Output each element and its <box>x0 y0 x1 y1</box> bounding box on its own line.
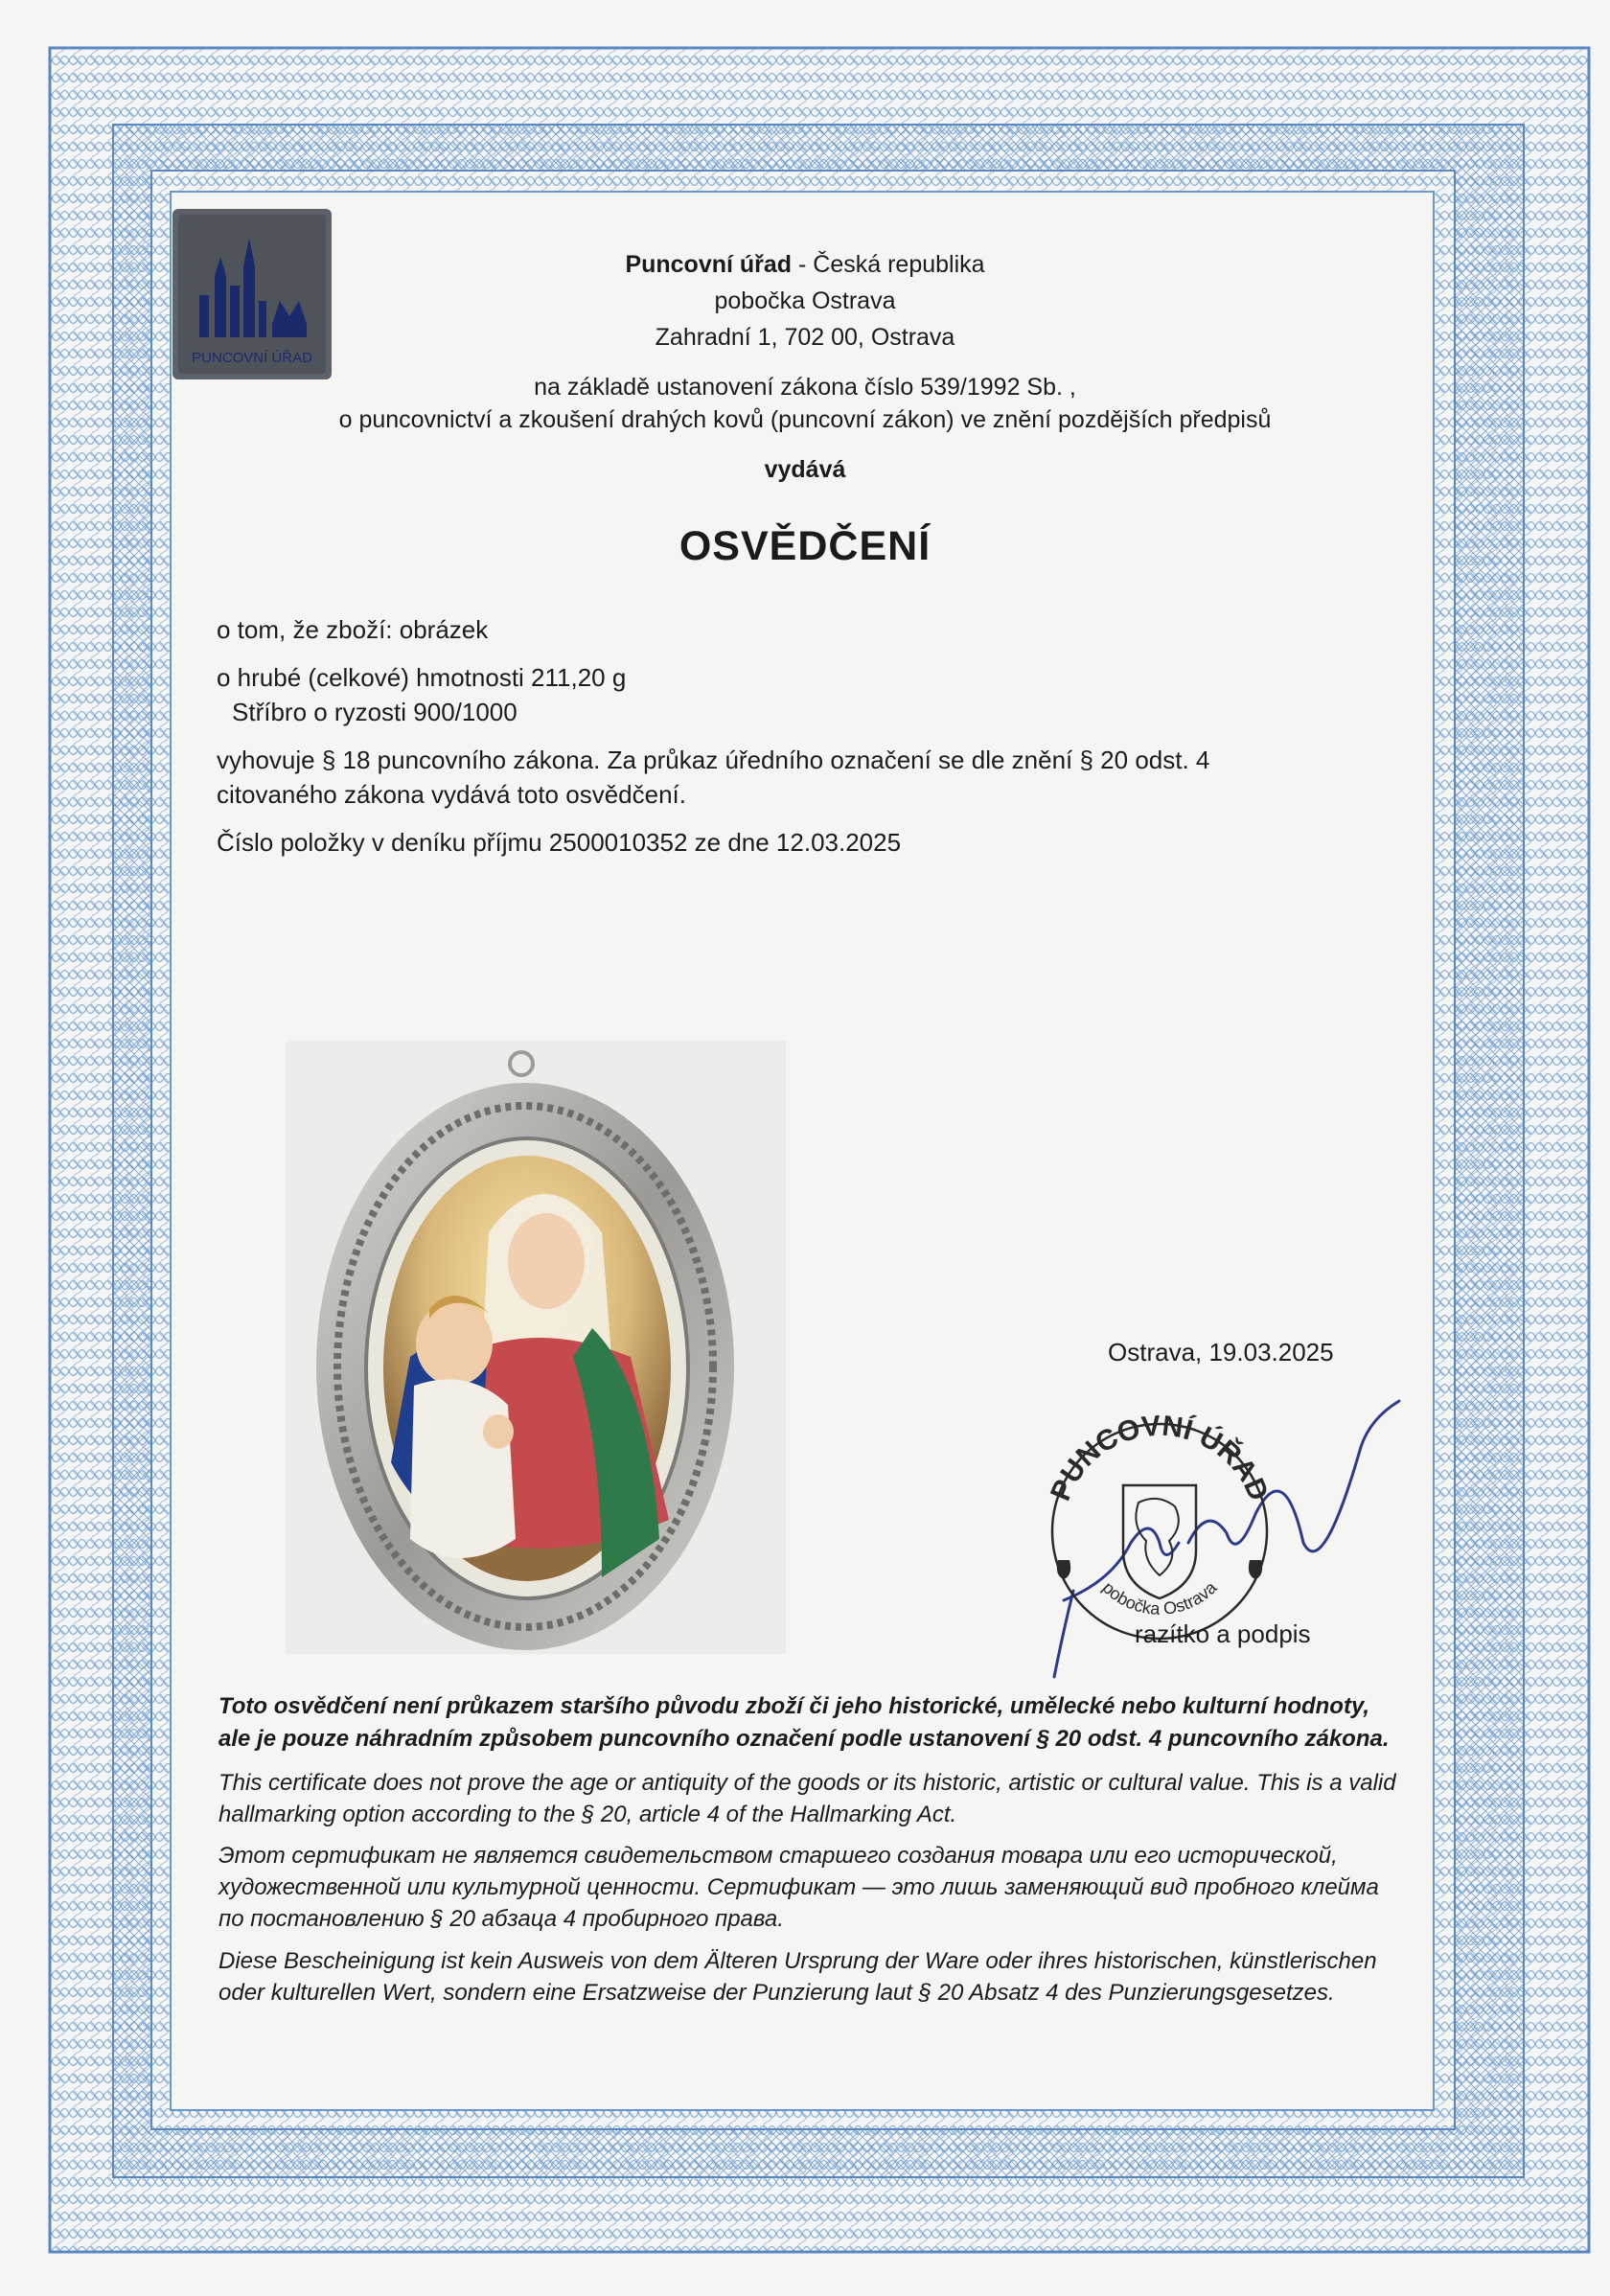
disclaimer-english: This certificate does not prove the age or antiquity of the goods or its historic, artistic or cultural value. This is a valid hallmarking option according to the § 20, article 4 of the Hallmarking Act. <box>218 1770 1396 1827</box>
disclaimer-czech: Toto osvědčení není průkazem staršího původu zboží či jeho historické, umělecké nebo kulturní hodnoty, ale je pouze náhradním způsobem puncovního označení podle ustanovení § 20 odst. 4 puncovního zákona. <box>218 1693 1390 1752</box>
law-line-2: o puncovnictví a zkoušení drahých kovů (puncovní zákon) ve znění pozdějších předpisů <box>338 406 1272 433</box>
office-name-bold: Puncovní úřad <box>625 251 793 278</box>
goods-line: o tom, že zboží: obrázek <box>217 615 489 644</box>
office-name <box>192 251 1418 279</box>
place-date: Ostrava, 19.03.2025 <box>1108 1338 1334 1366</box>
weight-line: o hrubé (celkové) hmotnosti 211,20 g <box>217 663 627 692</box>
address: Zahradní 1, 702 00, Ostrava <box>655 324 955 351</box>
item-number-line: Číslo položky v deníku příjmu 2500010352 ze dne 12.03.2025 <box>217 828 902 857</box>
stamp-bottom-text: pobočka Ostrava <box>1098 1577 1221 1619</box>
certificate-title: OSVĚDČENÍ <box>678 523 932 569</box>
stamp-caption: razítko a podpis <box>1135 1619 1311 1648</box>
disclaimer-russian: Этот сертификат не является свидетельством старшего создания товара или его исторической, художественной или культурной ценности. Сертификат — это лишь заменяющий вид пробного клейма по постановлению § 20 абзаца 4 пробирного права. <box>218 1843 1379 1932</box>
logo-label: PUNCOVNÍ ÚŘAD <box>192 350 312 366</box>
item-photo <box>286 1041 786 1654</box>
compliance-line-1: vyhovuje § 18 puncovního zákona. Za průkaz úředního označení se dle znění § 20 odst. 4 <box>217 746 1210 774</box>
office-name-country: - Česká republika <box>792 251 985 278</box>
compliance-line-2: citovaného zákona vydává toto osvědčení. <box>217 780 686 809</box>
official-stamp <box>1035 1407 1284 1646</box>
disclaimer-german: Diese Bescheinigung ist kein Ausweis von dem Älteren Ursprung der Ware oder ihres historischen, künstlerischen oder kulturellen Wert, sondern eine Ersatzweise der Punzierung laut § 20 Absatz 4 des Punzierungsgesetzes. <box>218 1948 1377 2006</box>
branch: pobočka Ostrava <box>714 287 896 314</box>
law-line-1: na základě ustanovení zákona číslo 539/1992 Sb. , <box>534 374 1076 401</box>
issues-label: vydává <box>764 456 846 483</box>
metal-line: Stříbro o ryzosti 900/1000 <box>232 698 518 726</box>
stamp-top-text: PUNCOVNÍ ÚŘAD <box>1045 1410 1275 1505</box>
